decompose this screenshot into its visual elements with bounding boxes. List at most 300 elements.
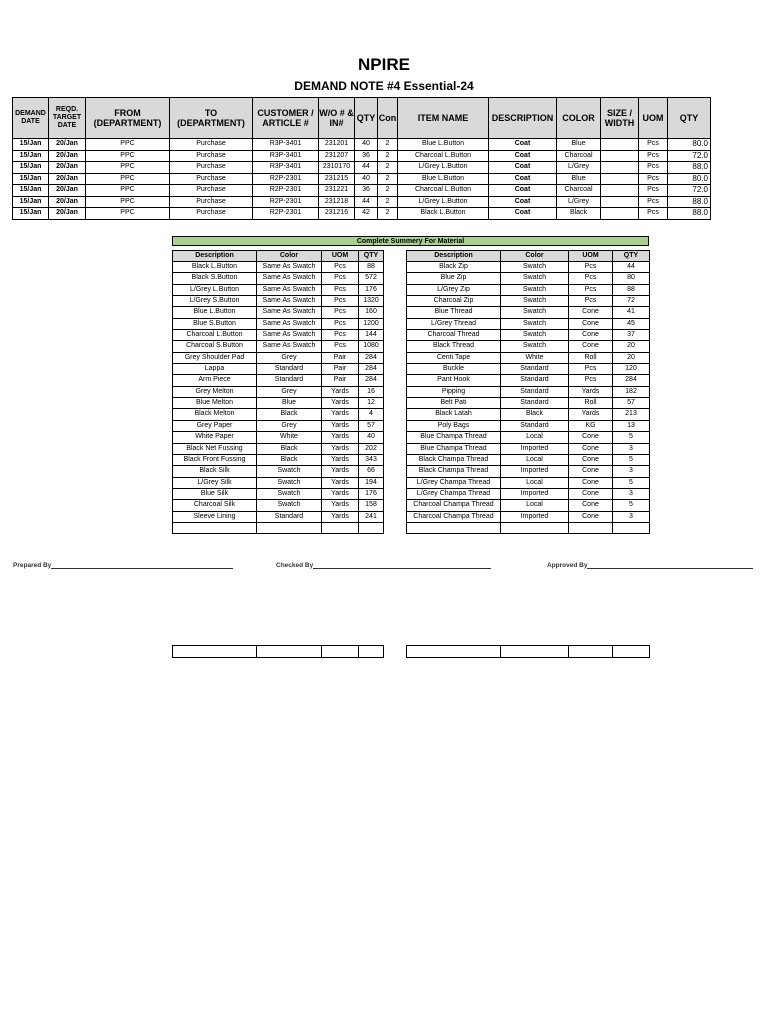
table-cell: Pcs [639,208,668,220]
summary-cell: Pair [322,364,359,375]
table-cell: 15/Jan [13,196,49,208]
summary-cell: Roll [569,352,613,363]
table-cell: Blue [557,139,601,151]
summary-cell: 72 [613,296,650,307]
summary-cell: 284 [613,375,650,386]
summary-cell: Grey [257,352,322,363]
summary-row [407,432,650,443]
approved-by-signature [547,562,753,569]
table-row [13,185,711,197]
table-row [13,208,711,220]
summary-cell [173,522,257,533]
summary-cell: Pair [322,352,359,363]
summary-row [173,466,384,477]
table-cell: R2P-2301 [253,196,319,208]
summary-cell: 16 [359,386,384,397]
summary-row [173,420,384,431]
summary-cell: Standard [501,386,569,397]
table-cell: 231221 [319,185,355,197]
table-cell: 72.0 [668,185,711,197]
table-cell: 231207 [319,150,355,162]
table-cell: 2 [378,185,398,197]
summary-cell: 57 [613,398,650,409]
summary-row [173,262,384,273]
summary-cell: L/Grey Champa Thread [407,488,501,499]
summary-cell: 5 [613,500,650,511]
column-header: QTY [668,98,711,139]
checked-by-signature [276,562,491,569]
summary-cell: Swatch [257,466,322,477]
summary-table-right [406,250,650,534]
summary-cell: Black [257,454,322,465]
summary-row [407,466,650,477]
summary-cell: Yards [322,443,359,454]
summary-row [407,454,650,465]
summary-column-header: QTY [613,251,650,262]
summary-cell: 182 [613,386,650,397]
table-cell: PPC [86,185,170,197]
summary-cell: 12 [359,398,384,409]
summary-cell: Cone [569,500,613,511]
summary-cell: Pcs [569,296,613,307]
summary-cell: Swatch [501,273,569,284]
blank-cell [322,646,359,658]
summary-cell: Black L.Button [173,262,257,273]
summary-cell: Charcoal Champa Thread [407,511,501,522]
summary-row [173,364,384,375]
table-cell: Blue [557,173,601,185]
summary-cell: Yards [322,420,359,431]
summary-row [173,511,384,522]
summary-cell: Black Zip [407,262,501,273]
summary-row [407,307,650,318]
summary-cell: 176 [359,284,384,295]
summary-cell: Pcs [322,296,359,307]
summary-cell: White [257,432,322,443]
summary-cell: Same As Swatch [257,330,322,341]
summary-column-header: Color [501,251,569,262]
summary-cell: 176 [359,488,384,499]
summary-row [173,375,384,386]
summary-cell: 160 [359,307,384,318]
summary-cell: 144 [359,330,384,341]
summary-cell: Pcs [322,341,359,352]
summary-cell: Charcoal Thread [407,330,501,341]
table-cell: 20/Jan [49,196,86,208]
table-cell: 15/Jan [13,162,49,174]
table-cell: Coat [489,162,557,174]
summary-cell: Swatch [501,296,569,307]
table-cell: Pcs [639,150,668,162]
table-cell: Purchase [170,150,253,162]
summary-row [173,284,384,295]
summary-row [173,318,384,329]
summary-cell: 120 [613,364,650,375]
summary-cell: 1200 [359,318,384,329]
table-cell: 231216 [319,208,355,220]
summary-cell: Belt Pati [407,398,501,409]
summary-cell: Black [257,409,322,420]
summary-row [173,352,384,363]
summary-cell: Yards [569,386,613,397]
summary-cell: Same As Swatch [257,296,322,307]
table-cell: 44 [355,162,378,174]
blank-cell [173,646,257,658]
blank-row-left [172,645,384,658]
table-cell: PPC [86,173,170,185]
summary-cell: Cone [569,330,613,341]
summary-row [407,522,650,533]
summary-cell: 66 [359,466,384,477]
summary-cell: Pcs [322,273,359,284]
summary-row [173,500,384,511]
summary-row [173,488,384,499]
summary-row [173,273,384,284]
summary-cell: Yards [322,477,359,488]
summary-cell: 20 [613,341,650,352]
table-cell: PPC [86,208,170,220]
table-cell: Pcs [639,196,668,208]
summary-row [173,409,384,420]
table-cell: 20/Jan [49,185,86,197]
summary-row [173,386,384,397]
summary-cell: 284 [359,352,384,363]
column-header: DESCRIPTION [489,98,557,139]
summary-cell: Pcs [322,284,359,295]
summary-cell: Grey Paper [173,420,257,431]
summary-cell: Standard [501,398,569,409]
summary-cell: 158 [359,500,384,511]
summary-row [407,500,650,511]
table-cell: 15/Jan [13,208,49,220]
summary-cell: Same As Swatch [257,262,322,273]
table-cell: Black L.Button [398,208,489,220]
summary-cell: Same As Swatch [257,341,322,352]
checked-by-label: Checked By [276,562,314,569]
summary-cell: 213 [613,409,650,420]
summary-cell: 3 [613,443,650,454]
summary-cell: Pcs [569,364,613,375]
summary-cell: Local [501,432,569,443]
table-row [13,150,711,162]
table-cell: PPC [86,150,170,162]
summary-cell: 5 [613,432,650,443]
summary-row [407,409,650,420]
table-cell [601,173,639,185]
document-subtitle: DEMAND NOTE #4 Essential-24 [294,79,474,93]
summary-cell: Charcoal S.Button [173,341,257,352]
table-cell: 20/Jan [49,139,86,151]
column-header: CUSTOMER / ARTICLE # [253,98,319,139]
summary-cell: Swatch [257,477,322,488]
summary-cell: Cone [569,318,613,329]
summary-row [173,296,384,307]
table-cell: 36 [355,185,378,197]
summary-cell: Standard [501,375,569,386]
summary-column-header: UOM [322,251,359,262]
table-cell: 88.0 [668,208,711,220]
table-cell: Charcoal [557,185,601,197]
table-cell: Blue L.Button [398,139,489,151]
summary-cell: Arm Piece [173,375,257,386]
summary-cell: 57 [359,420,384,431]
summary-cell: Black Melton [173,409,257,420]
table-cell: Coat [489,139,557,151]
prepared-by-signature [13,562,233,569]
table-cell: L/Grey [557,162,601,174]
summary-cell: Pipping [407,386,501,397]
blank-cell [613,646,650,658]
summary-row [407,284,650,295]
table-row [13,196,711,208]
summary-cell: Swatch [501,318,569,329]
summary-cell: Yards [322,488,359,499]
summary-cell: Cone [569,488,613,499]
summary-row [407,330,650,341]
summary-cell: Pcs [569,284,613,295]
table-cell: Charcoal L.Button [398,150,489,162]
summary-cell: 1320 [359,296,384,307]
summary-row [407,262,650,273]
summary-cell: Black Net Fussing [173,443,257,454]
summary-cell: Pcs [569,375,613,386]
summary-cell: Swatch [501,330,569,341]
summary-cell: Black Silk [173,466,257,477]
summary-cell: Imported [501,488,569,499]
table-cell [601,196,639,208]
summary-cell [407,522,501,533]
table-cell: 20/Jan [49,173,86,185]
table-cell: 80.0 [668,139,711,151]
summary-cell: 343 [359,454,384,465]
summary-cell: Charcoal Champa Thread [407,500,501,511]
summary-cell [501,522,569,533]
table-cell: 15/Jan [13,173,49,185]
document-title: NPIRE [358,55,410,74]
column-header: COLOR [557,98,601,139]
summary-cell: Cone [569,341,613,352]
summary-column-header: Description [173,251,257,262]
summary-cell: Local [501,477,569,488]
summary-cell: Lappa [173,364,257,375]
summary-row [407,296,650,307]
summary-cell: Pcs [322,318,359,329]
summary-row [407,375,650,386]
summary-cell: Pcs [322,307,359,318]
summary-cell: Black Latah [407,409,501,420]
table-cell: 231215 [319,173,355,185]
summary-cell: L/Grey Champa Thread [407,477,501,488]
summary-cell: Cone [569,477,613,488]
summary-cell: 284 [359,375,384,386]
summary-cell: L/Grey Zip [407,284,501,295]
summary-cell: Swatch [501,262,569,273]
table-cell: 42 [355,208,378,220]
summary-cell: 41 [613,307,650,318]
approved-by-label: Approved By [547,562,588,569]
summary-cell: Cone [569,443,613,454]
summary-cell: Blue [257,398,322,409]
table-cell: 80.0 [668,173,711,185]
summary-cell: Swatch [257,500,322,511]
summary-column-header: Description [407,251,501,262]
summary-cell: 5 [613,477,650,488]
table-cell [601,185,639,197]
summary-cell: Black Champa Thread [407,454,501,465]
summary-cell: Cone [569,466,613,477]
summary-cell: 88 [613,284,650,295]
summary-cell: Blue Melton [173,398,257,409]
column-header: UOM [639,98,668,139]
column-header: REQD. TARGET DATE [49,98,86,139]
summary-cell: 3 [613,466,650,477]
summary-cell: Swatch [501,341,569,352]
column-header: FROM (DEPARTMENT) [86,98,170,139]
summary-cell: Black [501,409,569,420]
table-cell: 44 [355,196,378,208]
table-cell: 231201 [319,139,355,151]
summary-cell: Centi Tape [407,352,501,363]
summary-row [407,398,650,409]
table-cell: R2P-2301 [253,208,319,220]
summary-cell: Swatch [501,284,569,295]
summary-cell: Blue Champa Thread [407,443,501,454]
summary-cell: Cone [569,432,613,443]
summary-cell: 1080 [359,341,384,352]
table-cell: R2P-2301 [253,173,319,185]
summary-cell: Grey [257,420,322,431]
summary-column-header: QTY [359,251,384,262]
table-cell: Pcs [639,185,668,197]
summary-cell: 45 [613,318,650,329]
table-cell: Purchase [170,208,253,220]
summary-cell: Cone [569,307,613,318]
summary-cell [257,522,322,533]
table-cell: Coat [489,196,557,208]
table-cell: Purchase [170,173,253,185]
summary-cell: Same As Swatch [257,273,322,284]
summary-row [407,341,650,352]
table-cell: Pcs [639,162,668,174]
summary-row [407,443,650,454]
table-cell: 2 [378,139,398,151]
table-cell: R3P-3401 [253,139,319,151]
column-header: SIZE / WIDTH [601,98,639,139]
table-cell: Coat [489,208,557,220]
table-cell [601,139,639,151]
blank-cell [501,646,569,658]
summary-cell: Pant Hook [407,375,501,386]
table-cell: Pcs [639,173,668,185]
summary-cell: Charcoal Zip [407,296,501,307]
column-header: DEMAND DATE [13,98,49,139]
table-cell: 15/Jan [13,185,49,197]
summary-row [407,386,650,397]
summary-cell: Local [501,500,569,511]
table-cell: 88.0 [668,162,711,174]
summary-row [173,454,384,465]
summary-row [173,522,384,533]
summary-cell: Yards [322,409,359,420]
table-cell: Purchase [170,162,253,174]
table-cell: Coat [489,185,557,197]
summary-title: Complete Summery For Material [172,236,649,246]
summary-cell: Same As Swatch [257,318,322,329]
summary-cell: 194 [359,477,384,488]
blank-cell [407,646,501,658]
summary-cell [322,522,359,533]
demand-table [12,97,711,220]
summary-cell: 37 [613,330,650,341]
summary-cell: Buckle [407,364,501,375]
table-cell [601,150,639,162]
table-cell: L/Grey [557,196,601,208]
table-cell: L/Grey L.Button [398,196,489,208]
summary-cell: Cone [569,511,613,522]
summary-cell: Blue S.Button [173,318,257,329]
summary-cell: Grey [257,386,322,397]
summary-cell: L/Grey S.Button [173,296,257,307]
summary-cell: 40 [359,432,384,443]
table-cell: 36 [355,150,378,162]
summary-cell: L/Grey Thread [407,318,501,329]
summary-cell: Black Front Fussing [173,454,257,465]
summary-cell: Blue Zip [407,273,501,284]
summary-cell: Roll [569,398,613,409]
summary-row [173,330,384,341]
summary-cell: Grey Shoulder Pad [173,352,257,363]
summary-cell: Yards [322,500,359,511]
table-cell: PPC [86,139,170,151]
summary-cell: L/Grey Silk [173,477,257,488]
summary-cell: Sleeve Lining [173,511,257,522]
blank-cell [359,646,384,658]
summary-cell: Blue Thread [407,307,501,318]
summary-row [407,273,650,284]
table-cell: 20/Jan [49,150,86,162]
summary-row [173,341,384,352]
prepared-by-label: Prepared By [13,562,52,569]
table-cell: Purchase [170,196,253,208]
summary-cell: Same As Swatch [257,284,322,295]
summary-cell: White [501,352,569,363]
table-cell: Charcoal [557,150,601,162]
table-cell: PPC [86,196,170,208]
summary-table-left [172,250,384,534]
summary-cell: Pcs [322,262,359,273]
table-cell: Black [557,208,601,220]
blank-row-right [406,645,650,658]
summary-cell: Yards [322,454,359,465]
table-cell: Blue L.Button [398,173,489,185]
summary-cell: Yards [322,398,359,409]
summary-cell [359,522,384,533]
summary-cell: Yards [322,511,359,522]
summary-cell: Standard [501,420,569,431]
summary-cell: 5 [613,454,650,465]
summary-row [173,477,384,488]
summary-cell: 44 [613,262,650,273]
summary-cell: 241 [359,511,384,522]
summary-cell: 4 [359,409,384,420]
table-cell: PPC [86,162,170,174]
summary-cell: L/Grey L.Button [173,284,257,295]
summary-row [173,432,384,443]
summary-cell: 20 [613,352,650,363]
table-cell: 2 [378,150,398,162]
table-cell: 15/Jan [13,139,49,151]
summary-cell: Grey Melton [173,386,257,397]
